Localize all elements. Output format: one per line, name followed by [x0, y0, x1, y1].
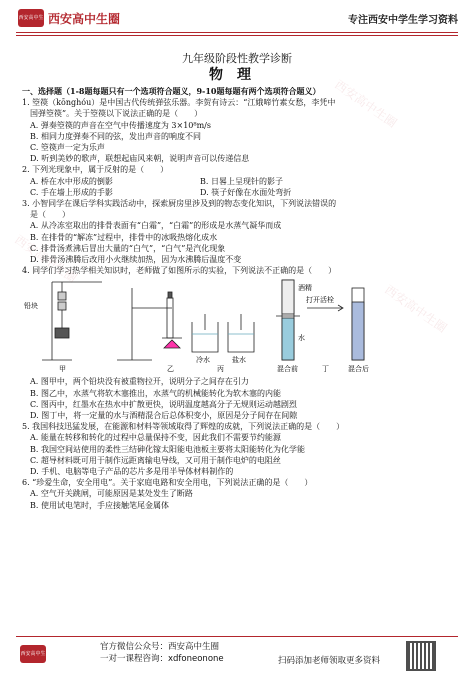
footer-contact	[100, 641, 224, 665]
q1-stem-cont: 国弹箜篌”。关于箜篌以下说法正确的是（ ）	[30, 109, 203, 119]
q5-option-b: B. 我国空间站使用的柔性三结砷化镓太阳能电池板主要将太阳能转化为化学能	[30, 444, 305, 454]
fig-label-ding: 丁	[322, 365, 329, 374]
q3-option-c: C. 排骨汤煮沸后冒出大量的“白气”，“白气”是汽化现象	[30, 243, 226, 253]
section-heading: 一、选择题（1-8题每题只有一个选项符合题义，9-10题每题有两个选项符合题义）	[22, 86, 321, 96]
exam-content	[22, 86, 458, 511]
subject-title: 物理	[209, 67, 265, 83]
q1-option-b: B. 相同力度弹奏不同的弦，发出声音的响度不同	[30, 131, 201, 141]
q4-figure-svg	[22, 278, 458, 374]
watermark: 西安高中生圈	[12, 232, 80, 286]
q4-option-c: C. 图丙中，红墨水在热水中扩散更快，说明温度越高分子无规则运动越剧烈	[30, 399, 297, 409]
q2-option-a: A. 桥在水中形成的倒影	[30, 176, 113, 186]
q1-option-a: A. 弹奏箜篌的声音在空气中传播速度为 3×10⁸m/s	[30, 120, 211, 130]
watermark: 西安高中生圈	[92, 402, 160, 456]
logo-badge: 西安高中生	[18, 9, 44, 27]
fig-label-salt: 盐水	[232, 356, 246, 365]
q2-stem: 2. 下列光现象中，属于反射的是（ ）	[22, 165, 169, 175]
qr-code-icon	[406, 641, 436, 671]
fig-label-bing: 丙	[217, 365, 224, 374]
footer-wechat: 官方微信公众号：西安高中生圈	[100, 642, 220, 652]
watermark: 西安高中生圈	[382, 282, 450, 336]
q5-stem: 5. 我国科技迅猛发展，在能源和材料等领域取得了辉煌的成就，下列说法正确的是（ ）	[22, 422, 345, 432]
fig-yi	[117, 288, 182, 360]
q2-options-row2	[22, 187, 458, 198]
q6-option-b: B. 使用试电笔时，手应接触笔尾金属体	[30, 500, 169, 510]
logo-text: 西安高中生圈	[48, 11, 121, 26]
q3-stem-cont: 是（ ）	[30, 210, 70, 220]
fig-label-cold: 冷水	[196, 356, 210, 365]
fig-label-valve: 打开活栓	[306, 296, 334, 305]
page-header	[0, 0, 474, 34]
fig-label-mix-after: 混合后	[348, 365, 369, 374]
q5-option-a: A. 能量在转移和转化的过程中总量保持不变，因此我们不需要节约能源	[30, 433, 281, 443]
header-tagline: 专注西安中学生学习资料	[348, 15, 458, 26]
q2-option-d: D. 筷子好像在水面处弯折	[200, 187, 292, 197]
footer-divider	[16, 636, 458, 637]
q2-option-c: C. 手在墙上形成的手影	[30, 187, 113, 197]
q3-option-a: A. 从冷冻室取出的排骨表面有“白霜”，“白霜”的形成是水蒸气凝华而成	[30, 221, 282, 231]
q6-stem: 6. “珍爱生命，安全用电”。关于家庭电路和安全用电，下列说法正确的是（ ）	[22, 478, 313, 488]
fig-jia	[42, 282, 102, 360]
q5-option-d: D. 手机、电脑等电子产品的芯片多是用半导体材料制作的	[30, 467, 234, 477]
header-divider	[16, 32, 458, 33]
q3-stem: 3. 小智同学在课后学科实践活动中，探索厨房里涉及到的物态变化知识，下列说法错误的	[22, 199, 337, 209]
q1-stem: 1. 箜篌（kōnghóu）是中国古代传统弹弦乐器。李贺有诗云：“江娥啼竹素女愁，李凭中	[22, 98, 336, 108]
header-divider-thin	[16, 35, 458, 36]
exam-title: 九年级阶段性教学诊断	[182, 52, 292, 65]
q4-option-b: B. 图乙中，水蒸气将软木塞推出，水蒸气的机械能转化为软木塞的内能	[30, 388, 281, 398]
fig-label-alcohol: 酒精	[298, 284, 312, 293]
footer-logo-badge: 西安高中生	[20, 645, 46, 663]
q4-option-d: D. 图丁中，将一定量的水与酒精混合后总体积变小，原因是分子间存在间隙	[30, 411, 298, 421]
fig-bing	[192, 314, 254, 352]
fig-ding	[276, 280, 364, 360]
fig-label-water: 水	[298, 334, 305, 343]
fig-label-yi: 乙	[167, 365, 174, 374]
q4-option-a: A. 图甲中，两个铅块没有被重物拉开，说明分子之间存在引力	[30, 377, 249, 387]
q1-option-d: D. 听到美妙的歌声，联想起庙风来朝，说明声音可以传递信息	[30, 154, 250, 164]
q5-option-c: C. 超导材料既可用于制作远距离输电导线，又可用于制作电炉的电阻丝	[30, 455, 281, 465]
q3-option-b: B. 在排骨的“解冻”过程中，排骨中的冰吸热熔化成水	[30, 232, 218, 242]
q2-option-b: B. 日晷上呈现针的影子	[200, 176, 283, 186]
footer-consult: 一对一课程咨询：xdfoneonone	[100, 654, 224, 664]
fig-label-jia: 甲	[59, 365, 66, 374]
page-footer	[0, 636, 474, 673]
footer-scan-text: 扫码添加老师领取更多资料	[278, 656, 381, 666]
q4-stem: 4. 同学们学习热学相关知识时，老师做了如图所示的实验，下列说法不正确的是（ ）	[22, 266, 337, 276]
q6-option-a: A. 空气开关跳闸，可能原因是某处发生了断路	[30, 489, 193, 499]
fig-label-mix-before: 混合前	[277, 365, 298, 374]
watermark: 西安高中生圈	[332, 77, 400, 131]
q1-option-c: C. 箜篌声一定为乐声	[30, 143, 105, 153]
fig-label-lead: 铅块	[24, 302, 38, 311]
q2-options-row1	[22, 176, 458, 187]
logo	[18, 8, 148, 28]
q3-option-d: D. 排骨汤沸腾后改用小火继续加热，因为水沸腾后温度不变	[30, 255, 242, 265]
q4-figure	[22, 278, 458, 374]
